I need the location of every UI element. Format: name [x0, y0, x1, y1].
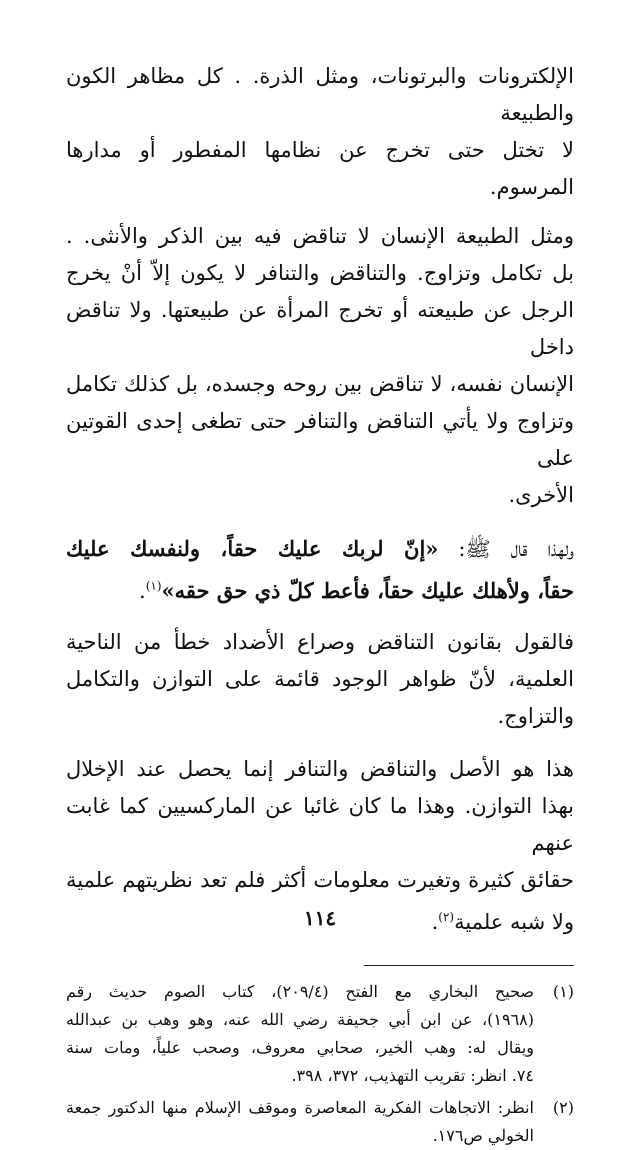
paragraph-line: بهذا التوازن. وهذا ما كان غائبا عن الماركسيين كما غابت عنهم	[66, 794, 574, 855]
page-number: ١١٤	[303, 906, 337, 930]
footnote-number: (٢)	[552, 1098, 574, 1117]
paragraph-line	[66, 530, 574, 568]
footnote-line: انظر: الاتجاهات الفكرية المعاصرة وموقف الإسلام منها الدكتور جمعة	[66, 1098, 534, 1117]
footnote-line: ٧٤. انظر: تقريب التهذيب، ٣٧٢، ٣٩٨.	[291, 1066, 534, 1085]
paragraph-line: بل تكامل وتزاوج. والتناقض والتنافر لا يكون إلاّ أنْ يخرج	[66, 261, 574, 285]
footnote-mark[interactable]: (٢)	[438, 910, 455, 924]
paragraph-4	[66, 624, 574, 735]
paragraph-3-hadith	[66, 530, 574, 610]
sentence-end: .	[139, 579, 146, 603]
paragraph-line: الإلكترونات والبرتونات، ومثل الذرة. . كل مظاهر الكون والطبيعة	[66, 64, 574, 125]
footnote-line: (١٩٦٨)، عن ابن أبي جحيفة رضي الله عنه، وهو وهب بن عبدالله	[66, 1010, 534, 1029]
paragraph-line: الرجل عن طبيعته أو تخرج المرأة عن طبيعتها. ولا تناقض داخل	[66, 298, 574, 359]
paragraph-line: حقائق كثيرة وتغيرت معلومات أكثر فلم تعد نظريتهم علمية	[66, 868, 574, 892]
footnote-mark[interactable]: (١)	[145, 579, 162, 593]
hadith-text: «إنّ لربك عليك حقاً، ولنفسك عليك	[66, 536, 439, 561]
footnote-1	[66, 978, 574, 1090]
footnote-2	[66, 1094, 574, 1150]
paragraph-2	[66, 218, 574, 514]
footnote-text	[66, 978, 534, 1090]
hadith-text: حقاً، ولأهلك عليك حقاً، فأعط كلّ ذي حق حقه»	[161, 578, 574, 603]
sentence-end: .	[431, 910, 439, 934]
footnote-line: صحيح البخاري مع الفتح (٢٠٩/٤)، كتاب الصوم حديث رقم	[66, 982, 534, 1001]
footnote-line: الخولي ص١٧٦.	[432, 1126, 534, 1145]
footnote-divider	[364, 965, 574, 966]
paragraph-line: وتزاوج ولا يأتي التناقض والتنافر حتى تطغى إحدى القوتين على	[66, 409, 574, 470]
footnote-number: (١)	[552, 982, 574, 1001]
paragraph-line	[66, 568, 574, 610]
paragraph-text: ولا شبه علمية	[454, 910, 574, 934]
footnotes	[66, 978, 574, 1150]
footnote-line: ويقال له: وهب الخير، صحابي معروف، وصحب علياً، ومات سنة	[66, 1038, 534, 1057]
paragraph-line: فالقول بقانون التناقض وصراع الأضداد خطأ من الناحية	[66, 630, 574, 654]
footnote-text	[66, 1094, 534, 1150]
paragraph-line: هذا هو الأصل والتناقض والتنافر إنما يحصل عند الإخلال	[66, 757, 574, 781]
paragraph-line: لا تختل حتى تخرج عن نظامها المفطور أو مدارها المرسوم.	[66, 138, 574, 199]
paragraph-line: الإنسان نفسه، لا تناقض بين روحه وجسده، بل كذلك تكامل	[66, 372, 574, 396]
paragraph-1	[66, 58, 574, 206]
hadith-intro: ولهذا قال ﷺ:	[438, 537, 574, 561]
paragraph-line: والتزاوج.	[497, 704, 574, 728]
paragraph-line: ومثل الطبيعة الإنسان لا تناقض فيه بين الذكر والأنثى. .	[66, 224, 574, 248]
paragraph-line: العلمية، لأنّ ظواهر الوجود قائمة على التوازن والتكامل	[66, 667, 574, 691]
paragraph-line: الأخرى.	[508, 483, 574, 507]
